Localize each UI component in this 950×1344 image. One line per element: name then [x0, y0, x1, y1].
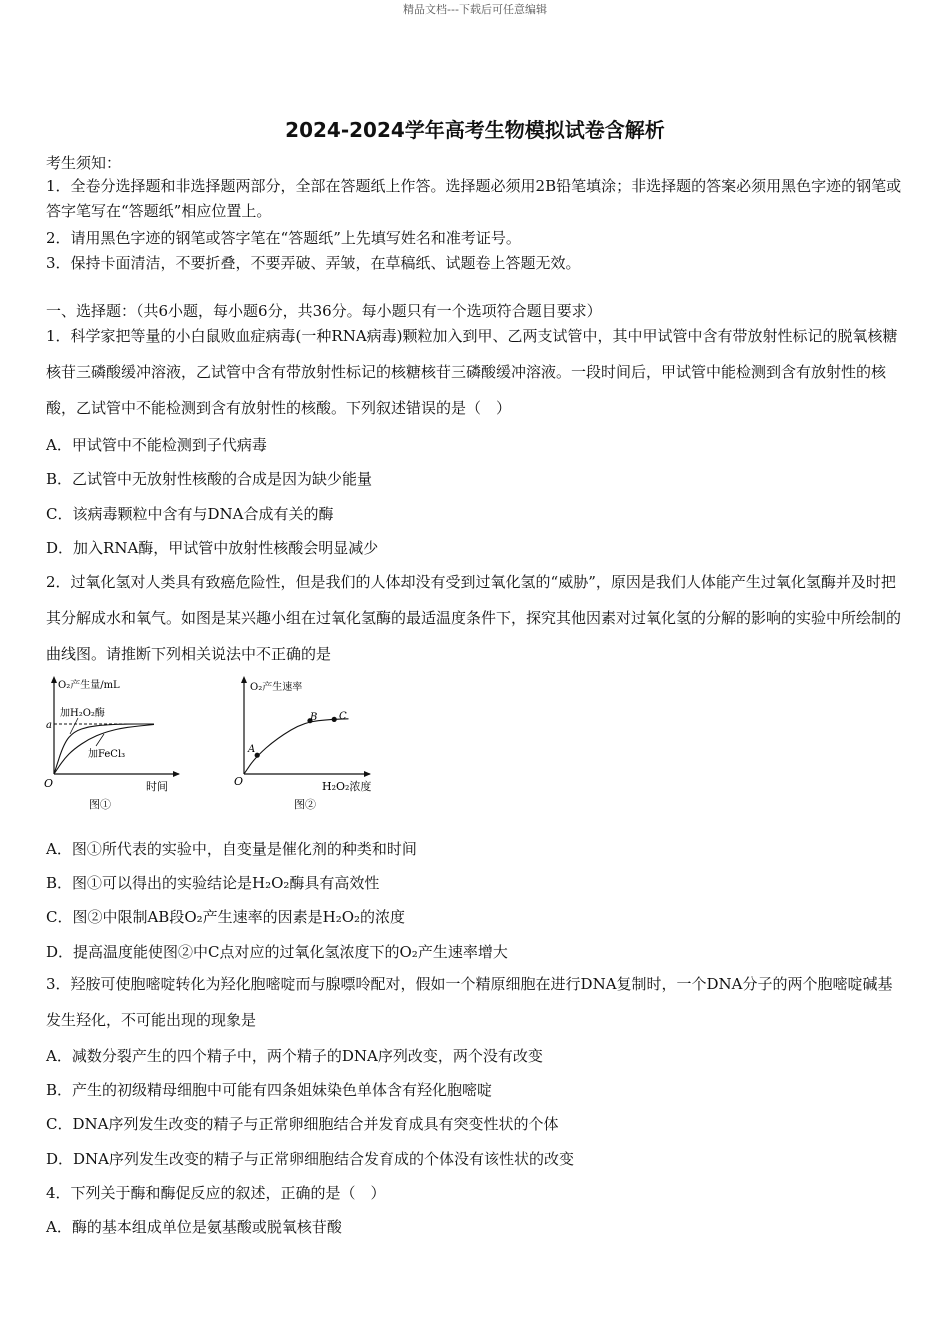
fig2-xlabel: H₂O₂浓度: [322, 780, 372, 793]
notice-1: 1．全卷分选择题和非选择题两部分，全部在答题纸上作答。选择题必须用2B铅笔填涂；非选择题的答案必须用黑色字迹的钢笔或答字笔写在“答题纸”相应位置上。: [46, 177, 902, 220]
q2-option-c: C．图②中限制AB段O₂产生速率的因素是H₂O₂的浓度: [46, 908, 406, 926]
q3-stem: 3．羟胺可使胞嘧啶转化为羟化胞嘧啶而与腺嘌呤配对，假如一个精原细胞在进行DNA复制时，一个DNA分子的两个胞嘧啶碱基发生羟化，不可能出现的现象是: [46, 975, 893, 1029]
q2-option-d: D．提高温度能使图②中C点对应的过氧化氢浓度下的O₂产生速率增大: [46, 943, 508, 961]
fig2-point-c: [332, 717, 337, 722]
figure-1-chart: [44, 674, 194, 814]
fig1-y-arrow: [51, 676, 57, 683]
fig2-origin: O: [234, 775, 244, 788]
q3-option-c: C．DNA序列发生改变的精子与正常卵细胞结合并发育成具有突变性状的个体: [46, 1115, 559, 1133]
q1-option-a: A．甲试管中不能检测到子代病毒: [46, 436, 267, 454]
q1-option-d: D．加入RNA酶，甲试管中放射性核酸会明显减少: [46, 539, 379, 557]
fig1-origin: O: [44, 777, 54, 790]
q2-stem: 2．过氧化氢对人类具有致癌危险性，但是我们的人体却没有受到过氧化氢的“威胁”，原因是我们人体能产生过氧化氢酶并及时把其分解成水和氧气。如图是某兴趣小组在过氧化氢酶的最适温度条件下，探究其他因素对过氧化氢的分解的影响的实验中所绘制的曲线图。请推断下列相关说法中不正确的是: [46, 573, 902, 663]
fig2-series-rate: [244, 719, 349, 774]
doc-title: 2024-2024学年高考生物模拟试卷含解析: [285, 118, 665, 142]
q3-option-d: D．DNA序列发生改变的精子与正常卵细胞结合发育成的个体没有该性状的改变: [46, 1150, 575, 1168]
fig2-ylabel: O₂产生速率: [250, 682, 303, 693]
section-heading: 一、选择题：（共6小题，每小题6分，共36分。每小题只有一个选项符合题目要求）: [46, 302, 602, 320]
q1-option-b: B．乙试管中无放射性核酸的合成是因为缺少能量: [46, 470, 373, 488]
fig1-series-label-fecl3: 加FeCl₃: [88, 749, 126, 760]
fig2-y-arrow: [241, 676, 247, 683]
fig2-point-a: [255, 753, 260, 758]
fig2-point-label-c: C: [339, 711, 347, 722]
q2-option-a: A．图①所代表的实验中，自变量是催化剂的种类和时间: [46, 840, 417, 858]
fig2-caption: 图②: [294, 798, 316, 811]
q1-stem: 1．科学家把等量的小白鼠败血症病毒(一种RNA病毒)颗粒加入到甲、乙两支试管中，其中甲试管中含有带放射性标记的脱氧核糖核苷三磷酸缓冲溶液，乙试管中含有带放射性标记的核糖核苷三磷酸缓冲溶液。一段时间后，甲试管中能检测到含有放射性的核酸，乙试管中不能检测到含有放射性的核酸。下列叙述错误的是（ ）: [46, 327, 898, 417]
fig1-series-label-enzyme: 加H₂O₂酶: [60, 708, 105, 719]
fig1-y-tick-a: a: [46, 720, 52, 731]
q2-option-b: B．图①可以得出的实验结论是H₂O₂酶具有高效性: [46, 874, 380, 892]
notice-3: 3．保持卡面清洁，不要折叠，不要弄破、弄皱，在草稿纸、试题卷上答题无效。: [46, 254, 581, 272]
q3-option-b: B．产生的初级精母细胞中可能有四条姐妹染色单体含有羟化胞嘧啶: [46, 1081, 493, 1099]
fig2-x-arrow: [364, 771, 371, 777]
fig1-ylabel: O₂产生量/mL: [58, 680, 120, 691]
fig2-point-label-b: B: [310, 712, 318, 723]
figure-2-chart: [230, 674, 390, 814]
q1-option-c: C．该病毒颗粒中含有与DNA合成有关的酶: [46, 505, 334, 523]
fig1-xlabel: 时间: [146, 780, 168, 793]
q4-stem: 4．下列关于酶和酶促反应的叙述，正确的是（ ）: [46, 1184, 386, 1202]
fig2-point-label-a: A: [248, 744, 256, 755]
notice-title: 考生须知：: [46, 154, 122, 172]
fig1-x-arrow: [173, 771, 180, 777]
q3-option-a: A．减数分裂产生的四个精子中，两个精子的DNA序列改变，两个没有改变: [46, 1047, 543, 1065]
fig1-caption: 图①: [89, 798, 111, 811]
notice-2: 2．请用黑色字迹的钢笔或答字笔在“答题纸”上先填写姓名和准考证号。: [46, 229, 521, 247]
page-watermark: 精品文档---下载后可任意编辑: [403, 3, 547, 16]
q4-option-a: A．酶的基本组成单位是氨基酸或脱氧核苷酸: [46, 1218, 342, 1236]
